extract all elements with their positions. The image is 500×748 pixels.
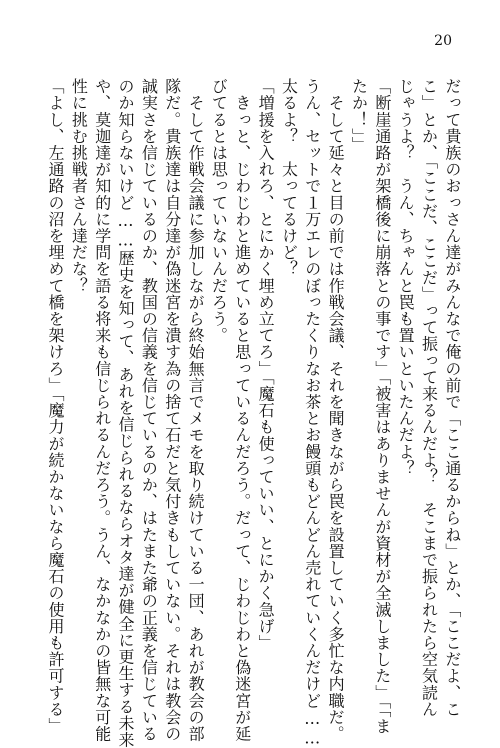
page-number: 20 [434, 33, 452, 49]
text-line: たか！」」 [349, 78, 369, 153]
text-line: 隊だ。貴族達は自分達が偽迷宮を潰す為の捨て石だと気付きもしていない。それは教会の [162, 78, 182, 742]
text-line: だって貴族のおっさん達がみんなで俺の前で「ここ通るからね」とか、「ここだよ、こ [442, 78, 462, 718]
text-line: そして作戦会議に参加しながら終始無言でメモを取り続けている一団、あれが教会の部 [186, 78, 206, 742]
text-line: 性に挑む挑戦者さん達だな？ [69, 78, 89, 294]
text-line: 「断崖通路が架橋後に崩落との事です」「被害はありませんが資材が全滅しました」「「ま [372, 78, 392, 735]
text-line: うん、セットで１万エレのぼったくりなお茶とお饅頭もどんどん売れていくんだけど…… [302, 78, 322, 748]
vertical-text-body [42, 78, 462, 748]
text-line: 「よし、左通路の沼を埋めて橋を架けろ」「魔力が続かないなら魔石の使用も許可する」 [46, 78, 65, 734]
text-line: そして延々と目の前では作戦会議、それを聞きながら罠を設置していく多忙な内職だ。 [326, 78, 346, 742]
text-line: や、莫迦達が知的に学問を語る将来も信じられるんだろう。うん、なかなかの皆無な可能 [92, 78, 112, 742]
text-line: のか知らないけど……歴史を知って、あれを信じられるならオタ達が健全に更生する未来 [116, 78, 136, 748]
text-line: 誠実さを信じているのか、教国の信義を信じているのか、はたまた爺の正義を信じている [139, 78, 159, 742]
text-line: 太るよ？ 太ってるけど？ [279, 78, 299, 278]
text-line: きっと、じわじわと進めていると思っているんだろう。だって、じわじわと偽迷宮が延 [232, 78, 252, 742]
text-line: じゃうよ？ うん、ちゃんと罠も置いといたんだよ？ [396, 78, 416, 477]
text-line: びてるとは思っていないんだろう。 [209, 78, 229, 344]
text-line: こ」とか、「ここだ、ここだ」って振って来るんだよ？ そこまで振られたら空気読ん [419, 78, 439, 718]
text-line: 「増援を入れろ、とにかく埋め立てろ」「魔石も使っていい、とにかく急げ」 [256, 78, 276, 651]
